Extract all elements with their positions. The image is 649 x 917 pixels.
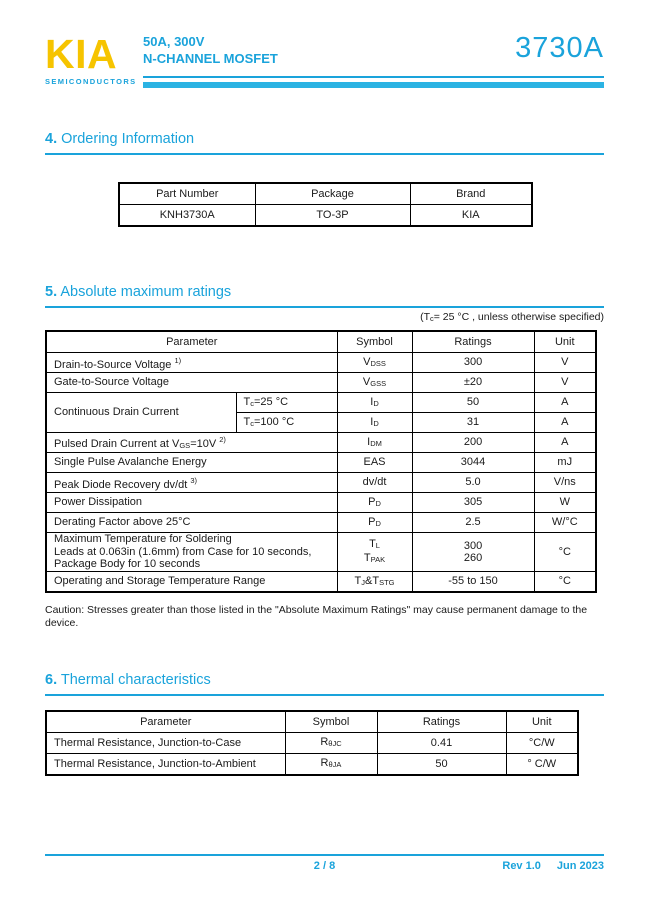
cell-unit: W xyxy=(534,493,596,513)
cell-unit: A xyxy=(534,433,596,453)
cell-rating: 200 xyxy=(412,433,534,453)
table-row xyxy=(119,205,532,227)
section-absolute-maximum-ratings xyxy=(45,284,604,308)
cell-rating: 300 xyxy=(412,353,534,373)
table-row-temperature-range xyxy=(46,572,596,593)
cell-unit: °C xyxy=(534,572,596,593)
section-title-absmax xyxy=(45,284,604,308)
table-row-vdss xyxy=(46,353,596,373)
cell-rating: 5.0 xyxy=(412,473,534,493)
cell-unit: V xyxy=(534,353,596,373)
section-name: Ordering Information xyxy=(61,131,195,147)
table-row-dvdt xyxy=(46,473,596,493)
cell-symbol: TJ&TSTG xyxy=(337,572,412,593)
section-thermal-characteristics xyxy=(45,672,604,696)
cell-parameter: Continuous Drain Current xyxy=(46,393,236,433)
section-name: Absolute maximum ratings xyxy=(60,284,232,300)
cell-parameter: Maximum Temperature for Soldering Leads at 0.063in (1.6mm) from Case for 10 seconds, Package Body for 10 seconds xyxy=(46,533,337,572)
cell-parameter: Derating Factor above 25°C xyxy=(46,513,337,533)
cell-unit: °C/W xyxy=(506,733,578,754)
part-number-title: 3730A xyxy=(515,32,604,64)
cell-parameter: Single Pulse Avalanche Energy xyxy=(46,453,337,473)
cell-unit: V/ns xyxy=(534,473,596,493)
cell-parameter: Peak Diode Recovery dv/dt $^{3)}$ xyxy=(46,473,337,493)
cell-unit: A xyxy=(534,393,596,413)
section-number: 6. xyxy=(45,672,58,688)
col-header-ratings: Ratings xyxy=(377,711,506,733)
page-number: 2 / 8 xyxy=(313,860,336,872)
table-row-pd xyxy=(46,493,596,513)
section-title-thermal xyxy=(45,672,604,696)
section-title-ordering xyxy=(45,131,604,155)
cell-parameter: Thermal Resistance, Junction-to-Case xyxy=(46,733,285,754)
table-row-soldering xyxy=(46,533,596,572)
table-row-id-25c xyxy=(46,393,596,413)
conditions-note: (Tc= 25 °C , unless otherwise specified) xyxy=(420,311,604,323)
cell-rating: 0.41 xyxy=(377,733,506,754)
table-header-row xyxy=(46,711,578,733)
cell-rating: 2.5 xyxy=(412,513,534,533)
col-header-part-number: Part Number xyxy=(119,183,255,205)
table-row-derating xyxy=(46,513,596,533)
header-rule-thin xyxy=(143,76,604,78)
cell-symbol: EAS xyxy=(337,453,412,473)
cell-parameter: Thermal Resistance, Junction-to-Ambient xyxy=(46,754,285,776)
cell-symbol: TL TPAK xyxy=(337,533,412,572)
cell-parameter: Pulsed Drain Current at VGS=10V $^{2)}$ xyxy=(46,433,337,453)
cell-parameter: Operating and Storage Temperature Range xyxy=(46,572,337,593)
cell-part-number: KNH3730A xyxy=(119,205,255,227)
cell-rating: 305 xyxy=(412,493,534,513)
table-row-eas xyxy=(46,453,596,473)
cell-symbol: PD xyxy=(337,513,412,533)
cell-parameter: Power Dissipation xyxy=(46,493,337,513)
cell-rating: 50 xyxy=(377,754,506,776)
table-row-rthja xyxy=(46,754,578,776)
absolute-maximum-ratings-table xyxy=(45,330,597,593)
ordering-table xyxy=(118,182,533,227)
cell-condition: Tc=100 °C xyxy=(236,413,337,433)
cell-symbol: ID xyxy=(337,413,412,433)
thermal-characteristics-table xyxy=(45,710,579,776)
col-header-symbol: Symbol xyxy=(337,331,412,353)
device-type-line: N-CHANNEL MOSFET xyxy=(143,50,278,66)
col-header-package: Package xyxy=(255,183,410,205)
section-number: 4. xyxy=(45,131,58,147)
col-header-ratings: Ratings xyxy=(412,331,534,353)
cell-symbol: PD xyxy=(337,493,412,513)
table-row-vgss xyxy=(46,373,596,393)
cell-unit: mJ xyxy=(534,453,596,473)
kia-logo-subtext: SEMICONDUCTORS xyxy=(45,77,137,86)
cell-brand: KIA xyxy=(410,205,532,227)
table-header-row xyxy=(119,183,532,205)
revision-label: Rev 1.0 xyxy=(502,860,541,872)
cell-symbol: VGSS xyxy=(337,373,412,393)
brand-logo-block xyxy=(45,31,143,86)
cell-rating: -55 to 150 xyxy=(412,572,534,593)
cell-rating: 31 xyxy=(412,413,534,433)
cell-unit: W/°C xyxy=(534,513,596,533)
cell-symbol: RθJC xyxy=(285,733,377,754)
cell-unit: V xyxy=(534,373,596,393)
cell-symbol: RθJA xyxy=(285,754,377,776)
col-header-symbol: Symbol xyxy=(285,711,377,733)
revision-block xyxy=(502,860,604,872)
col-header-brand: Brand xyxy=(410,183,532,205)
device-summary xyxy=(143,34,278,67)
cell-unit: °C xyxy=(534,533,596,572)
cell-symbol: ID xyxy=(337,393,412,413)
revision-date: Jun 2023 xyxy=(556,860,604,872)
page-header xyxy=(45,31,604,94)
cell-parameter: Gate-to-Source Voltage xyxy=(46,373,337,393)
section-name: Thermal characteristics xyxy=(60,672,211,688)
cell-parameter: Drain-to-Source Voltage $^{1)}$ xyxy=(46,353,337,373)
col-header-unit: Unit xyxy=(506,711,578,733)
caution-note: Caution: Stresses greater than those listed in the "Absolute Maximum Ratings" may cause permanent damage to the device. xyxy=(45,604,588,629)
cell-rating: ±20 xyxy=(412,373,534,393)
table-row-rthjc xyxy=(46,733,578,754)
section-ordering-information xyxy=(45,131,604,155)
cell-unit: ° C/W xyxy=(506,754,578,776)
col-header-parameter: Parameter xyxy=(46,711,285,733)
col-header-parameter: Parameter xyxy=(46,331,337,353)
cell-symbol: IDM xyxy=(337,433,412,453)
cell-unit: A xyxy=(534,413,596,433)
cell-rating: 3044 xyxy=(412,453,534,473)
cell-package: TO-3P xyxy=(255,205,410,227)
device-rating-line: 50A, 300V xyxy=(143,34,205,49)
section-number: 5. xyxy=(45,284,58,300)
col-header-unit: Unit xyxy=(534,331,596,353)
cell-condition: Tc=25 °C xyxy=(236,393,337,413)
kia-logo: KIA xyxy=(45,31,118,77)
header-rule-thick xyxy=(143,82,604,88)
page-footer xyxy=(45,854,604,874)
header-main xyxy=(143,34,604,88)
cell-rating: 300 260 xyxy=(412,533,534,572)
table-row-idm xyxy=(46,433,596,453)
cell-symbol: VDSS xyxy=(337,353,412,373)
cell-symbol: dv/dt xyxy=(337,473,412,493)
cell-rating: 50 xyxy=(412,393,534,413)
table-header-row xyxy=(46,331,596,353)
